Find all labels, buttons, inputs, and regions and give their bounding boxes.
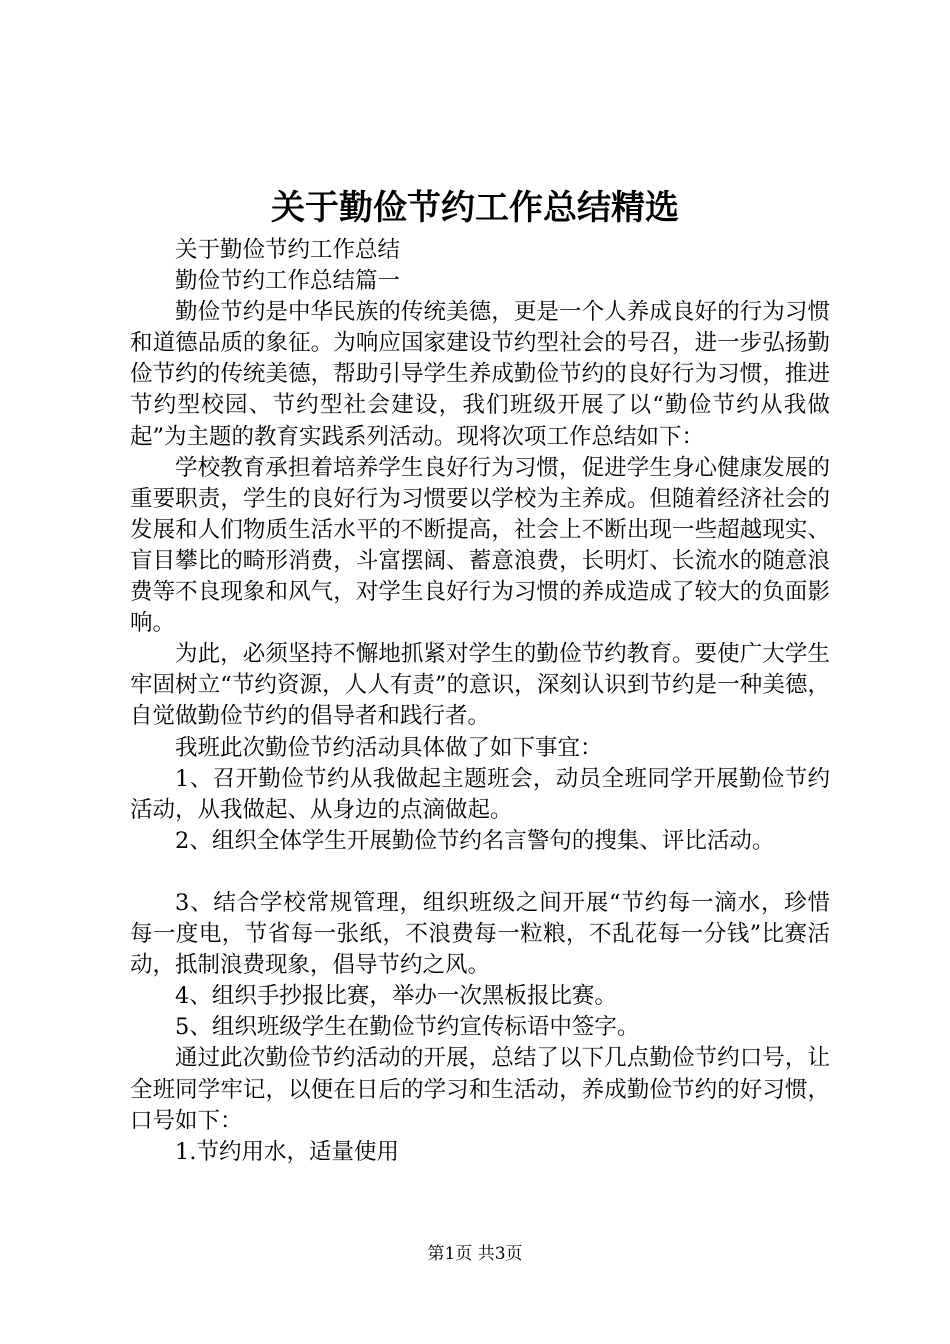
list-item: 1、召开勤俭节约从我做起主题班会，动员全班同学开展勤俭节约活动，从我做起、从身边的点滴做起。: [130, 765, 830, 823]
blank-line: [130, 857, 830, 888]
slogan-item: 1.节约用水，适量使用: [175, 1138, 399, 1165]
document-body: [130, 235, 830, 1168]
list-item: 5、组织班级学生在勤俭节约宣传标语中签字。: [175, 1014, 640, 1041]
document-title: 关于勤俭节约工作总结精选: [271, 188, 679, 228]
page-footer: 第1页 共3页: [427, 1244, 523, 1264]
section-heading: 勤俭节约工作总结篇一: [175, 268, 401, 295]
body-paragraph: 勤俭节约是中华民族的传统美德，更是一个人养成良好的行为习惯和道德品质的象征。为响应国家建设节约型社会的号召，进一步弘扬勤俭节约的传统美德，帮助引导学生养成勤俭节约的良好行为习惯，推进节约型校园、节约型社会建设，我们班级开展了以“勤俭节约从我做起”为主题的教育实践系列活动。现将次项工作总结如下：: [130, 299, 830, 450]
body-paragraph: 通过此次勤俭节约活动的开展，总结了以下几点勤俭节约口号，让全班同学牢记，以便在日后的学习和生活动，养成勤俭节约的好习惯，口号如下：: [130, 1045, 830, 1134]
list-item: 4、组织手抄报比赛，举办一次黑板报比赛。: [175, 983, 617, 1010]
body-paragraph: 为此，必须坚持不懈地抓紧对学生的勤俭节约教育。要使广大学生牢固树立“节约资源，人人有责”的意识，深刻认识到节约是一种美德，自觉做勤俭节约的倡导者和践行者。: [130, 641, 830, 730]
body-paragraph: 学校教育承担着培养学生良好行为习惯，促进学生身心健康发展的重要职责，学生的良好行为习惯要以学校为主养成。但随着经济社会的发展和人们物质生活水平的不断提高，社会上不断出现一些超越现实、盲目攀比的畸形消费，斗富摆阔、蓄意浪费，长明灯、长流水的随意浪费等不良现象和风气，对学生良好行为习惯的养成造成了较大的负面影响。: [130, 454, 830, 637]
list-item: 2、组织全体学生开展勤俭节约名言警句的搜集、评比活动。: [175, 827, 775, 854]
subtitle-paragraph: 关于勤俭节约工作总结: [175, 237, 401, 263]
list-item: 3、结合学校常规管理，组织班级之间开展“节约每一滴水，珍惜每一度电，节省每一张纸，不浪费每一粒粮，不乱花每一分钱”比赛活动，抵制浪费现象，倡导节约之风。: [130, 889, 830, 979]
body-paragraph: 我班此次勤俭节约活动具体做了如下事宜：: [175, 734, 603, 761]
